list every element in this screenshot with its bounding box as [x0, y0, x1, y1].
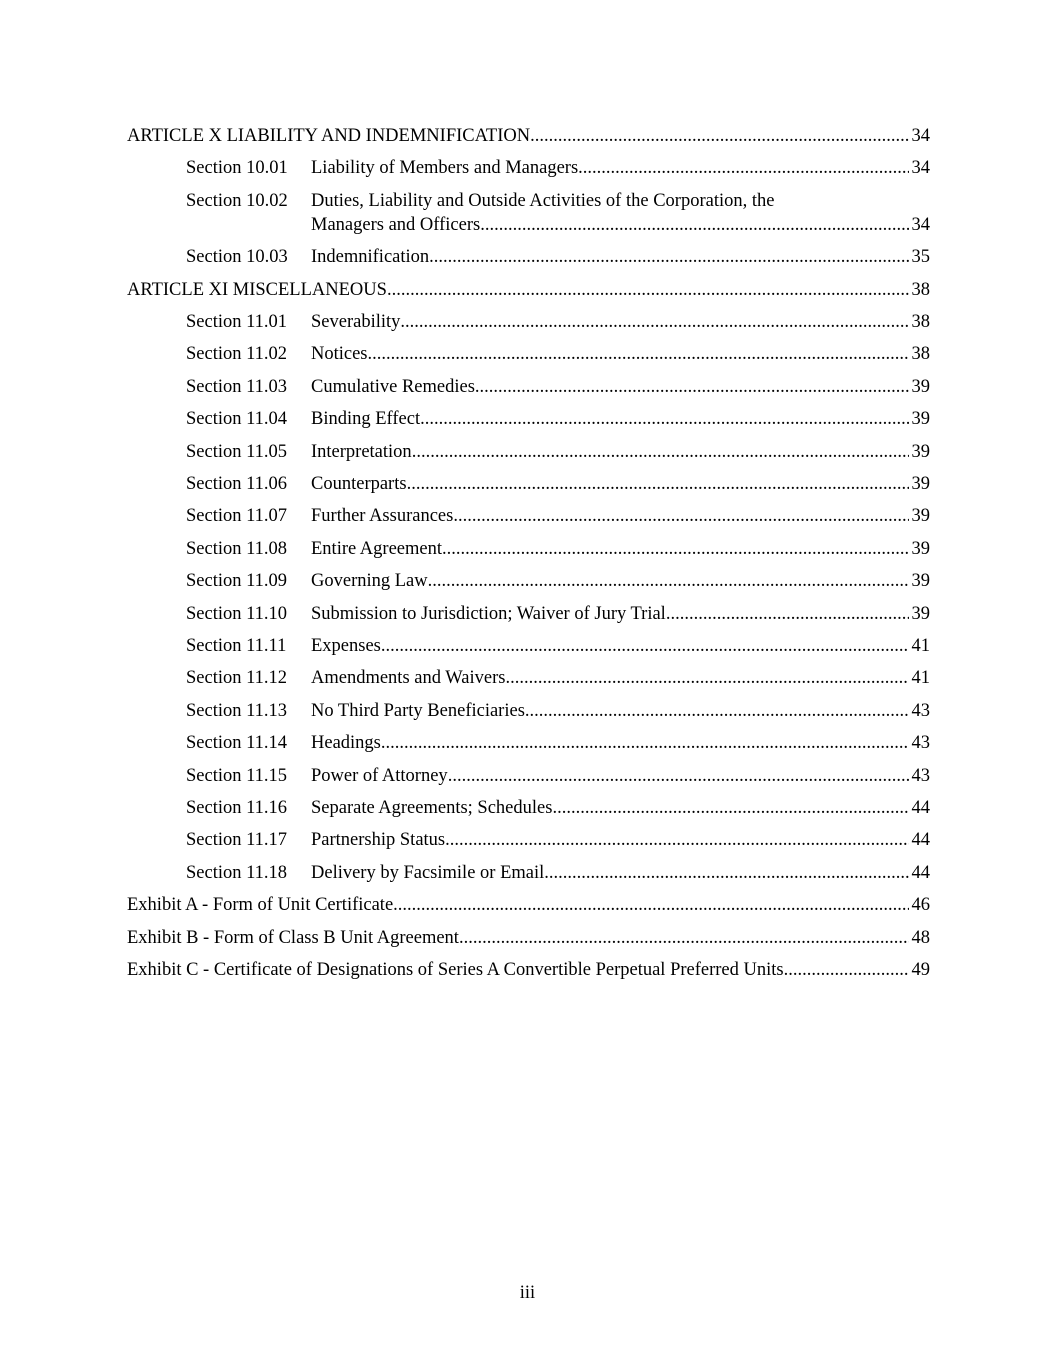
toc-section-entry[interactable]	[186, 603, 930, 625]
entry-title: Submission to Jurisdiction; Waiver of Jury Trial	[311, 603, 666, 624]
section-number: Section 11.18	[186, 862, 288, 883]
entry-title: Governing Law	[311, 571, 428, 592]
entry-page-number: 44	[911, 798, 930, 818]
entry-page-number: 39	[911, 603, 930, 624]
dot-leader	[525, 700, 909, 722]
entry-page-number: 43	[911, 700, 930, 721]
dot-leader	[453, 505, 908, 527]
entry-page-number: 39	[911, 538, 930, 559]
entry-page-number: 38	[911, 312, 930, 332]
entry-page-number: 39	[911, 376, 930, 397]
toc-section-entry[interactable]	[186, 635, 930, 657]
entry-page-number: 38	[911, 279, 930, 300]
toc-section-entry[interactable]	[186, 765, 930, 787]
dot-leader	[420, 408, 908, 430]
entry-title: Exhibit B - Form of Class B Unit Agreement	[127, 927, 459, 948]
dot-leader	[448, 765, 909, 787]
toc-section-entry[interactable]	[186, 700, 930, 722]
entry-title: Binding Effect	[311, 409, 421, 430]
toc-section-entry[interactable]	[186, 157, 930, 179]
entry-title: Exhibit A - Form of Unit Certificate	[127, 895, 394, 916]
dot-leader	[475, 376, 909, 398]
entry-title: Indemnification	[311, 247, 430, 268]
entry-page-number: 38	[911, 344, 930, 365]
entry-page-number: 48	[911, 927, 930, 948]
toc-article-entry[interactable]	[127, 959, 930, 981]
section-number: Section 11.09	[186, 571, 288, 592]
dot-leader	[400, 311, 908, 333]
dot-leader	[544, 862, 908, 884]
section-number: Section 11.03	[186, 376, 288, 397]
dot-leader	[784, 959, 909, 981]
section-number: Section 11.11	[186, 636, 287, 656]
entry-page-number: 39	[911, 506, 930, 527]
dot-leader	[578, 157, 908, 179]
toc-section-entry[interactable]	[186, 829, 930, 851]
section-number: Section 11.08	[186, 538, 288, 559]
entry-title: Power of Attorney	[311, 765, 448, 786]
toc-section-entry[interactable]	[186, 190, 930, 212]
entry-title: Liability of Members and Managers	[311, 158, 579, 179]
section-number: Section 11.12	[186, 668, 288, 689]
entry-page-number: 35	[911, 247, 930, 268]
toc-section-entry-continuation[interactable]	[311, 214, 930, 236]
dot-leader	[387, 279, 909, 301]
toc-section-entry[interactable]	[186, 505, 930, 527]
section-number: Section 11.17	[186, 830, 288, 851]
entry-title: Further Assurances	[311, 506, 454, 527]
entry-title: No Third Party Beneficiaries	[311, 700, 525, 721]
page-number: iii	[519, 1283, 536, 1303]
entry-page-number: 43	[911, 765, 930, 786]
dot-leader	[428, 570, 909, 592]
dot-leader	[429, 246, 908, 268]
section-number: Section 11.16	[186, 798, 288, 818]
entry-title: Notices	[311, 344, 368, 365]
entry-title: Cumulative Remedies	[311, 376, 475, 397]
entry-title: Separate Agreements; Schedules	[311, 798, 553, 818]
entry-page-number: 41	[911, 636, 930, 656]
entry-page-number: 39	[911, 409, 930, 430]
toc-article-entry[interactable]	[127, 125, 930, 147]
entry-title: Entire Agreement	[311, 538, 442, 559]
dot-leader	[552, 797, 908, 819]
entry-title: Exhibit C - Certificate of Designations of Series A Convertible Perpetual Preferred Units	[127, 960, 784, 980]
dot-leader	[505, 667, 908, 689]
entry-page-number: 44	[911, 830, 930, 851]
dot-leader	[459, 927, 909, 949]
toc-section-entry[interactable]	[186, 862, 930, 884]
entry-title: ARTICLE XI MISCELLANEOUS	[127, 279, 387, 300]
entry-page-number: 43	[911, 733, 930, 754]
entry-page-number: 39	[911, 441, 930, 462]
entry-page-number: 46	[911, 895, 930, 916]
entry-title: Expenses	[311, 636, 381, 656]
entry-page-number: 34	[911, 158, 930, 179]
toc-section-entry[interactable]	[186, 473, 930, 495]
toc-section-entry[interactable]	[186, 667, 930, 689]
entry-title: ARTICLE X LIABILITY AND INDEMNIFICATION	[127, 126, 531, 146]
toc-section-entry[interactable]	[186, 376, 930, 398]
section-number: Section 11.14	[186, 733, 288, 754]
dot-leader	[393, 894, 908, 916]
entry-title: Headings	[311, 733, 381, 754]
section-number: Section 11.10	[186, 603, 288, 624]
entry-page-number: 44	[911, 862, 930, 883]
entry-page-number: 34	[911, 126, 930, 146]
entry-title: Interpretation	[311, 441, 412, 462]
section-number: Section 10.01	[186, 158, 288, 179]
dot-leader	[407, 473, 909, 495]
entry-title: Partnership Status	[311, 830, 446, 851]
dot-leader	[381, 635, 909, 657]
toc-section-entry[interactable]	[186, 441, 930, 463]
toc-section-entry[interactable]	[186, 732, 930, 754]
dot-leader	[368, 343, 909, 365]
dot-leader	[530, 125, 908, 147]
entry-page-number: 39	[911, 474, 930, 494]
entry-title: Severability	[311, 312, 401, 332]
section-number: Section 11.06	[186, 474, 288, 494]
dot-leader	[381, 732, 909, 754]
dot-leader	[445, 829, 908, 851]
section-number: Section 11.01	[186, 312, 288, 332]
toc-section-entry[interactable]	[186, 311, 930, 333]
dot-leader	[412, 441, 909, 463]
entry-title: Delivery by Facsimile or Email	[311, 862, 545, 883]
toc-article-entry[interactable]	[127, 927, 930, 949]
toc-section-entry[interactable]	[186, 343, 930, 365]
section-number: Section 11.07	[186, 506, 288, 527]
section-number: Section 11.02	[186, 344, 288, 365]
entry-page-number: 39	[911, 571, 930, 592]
section-number: Section 11.15	[186, 765, 288, 786]
toc-section-entry[interactable]	[186, 246, 930, 268]
toc-article-entry[interactable]	[127, 279, 930, 301]
toc-section-entry[interactable]	[186, 797, 930, 819]
dot-leader	[442, 538, 909, 560]
section-number: Section 10.03	[186, 247, 288, 268]
entry-title: Counterparts	[311, 474, 407, 494]
section-number: Section 11.05	[186, 441, 288, 462]
toc-section-entry[interactable]	[186, 538, 930, 560]
toc-section-entry[interactable]	[186, 408, 930, 430]
entry-title-continuation: Managers and Officers	[311, 214, 481, 235]
section-number: Section 11.13	[186, 700, 288, 721]
toc-article-entry[interactable]	[127, 894, 930, 916]
entry-page-number: 49	[911, 960, 930, 980]
dot-leader	[480, 214, 908, 236]
section-number: Section 10.02	[186, 190, 288, 211]
entry-page-number: 34	[911, 214, 930, 235]
entry-title: Duties, Liability and Outside Activities of the Corporation, the	[311, 190, 775, 211]
entry-page-number: 41	[911, 668, 930, 689]
toc-section-entry[interactable]	[186, 570, 930, 592]
section-number: Section 11.04	[186, 409, 288, 430]
entry-title: Amendments and Waivers	[311, 668, 506, 689]
dot-leader	[666, 603, 909, 625]
